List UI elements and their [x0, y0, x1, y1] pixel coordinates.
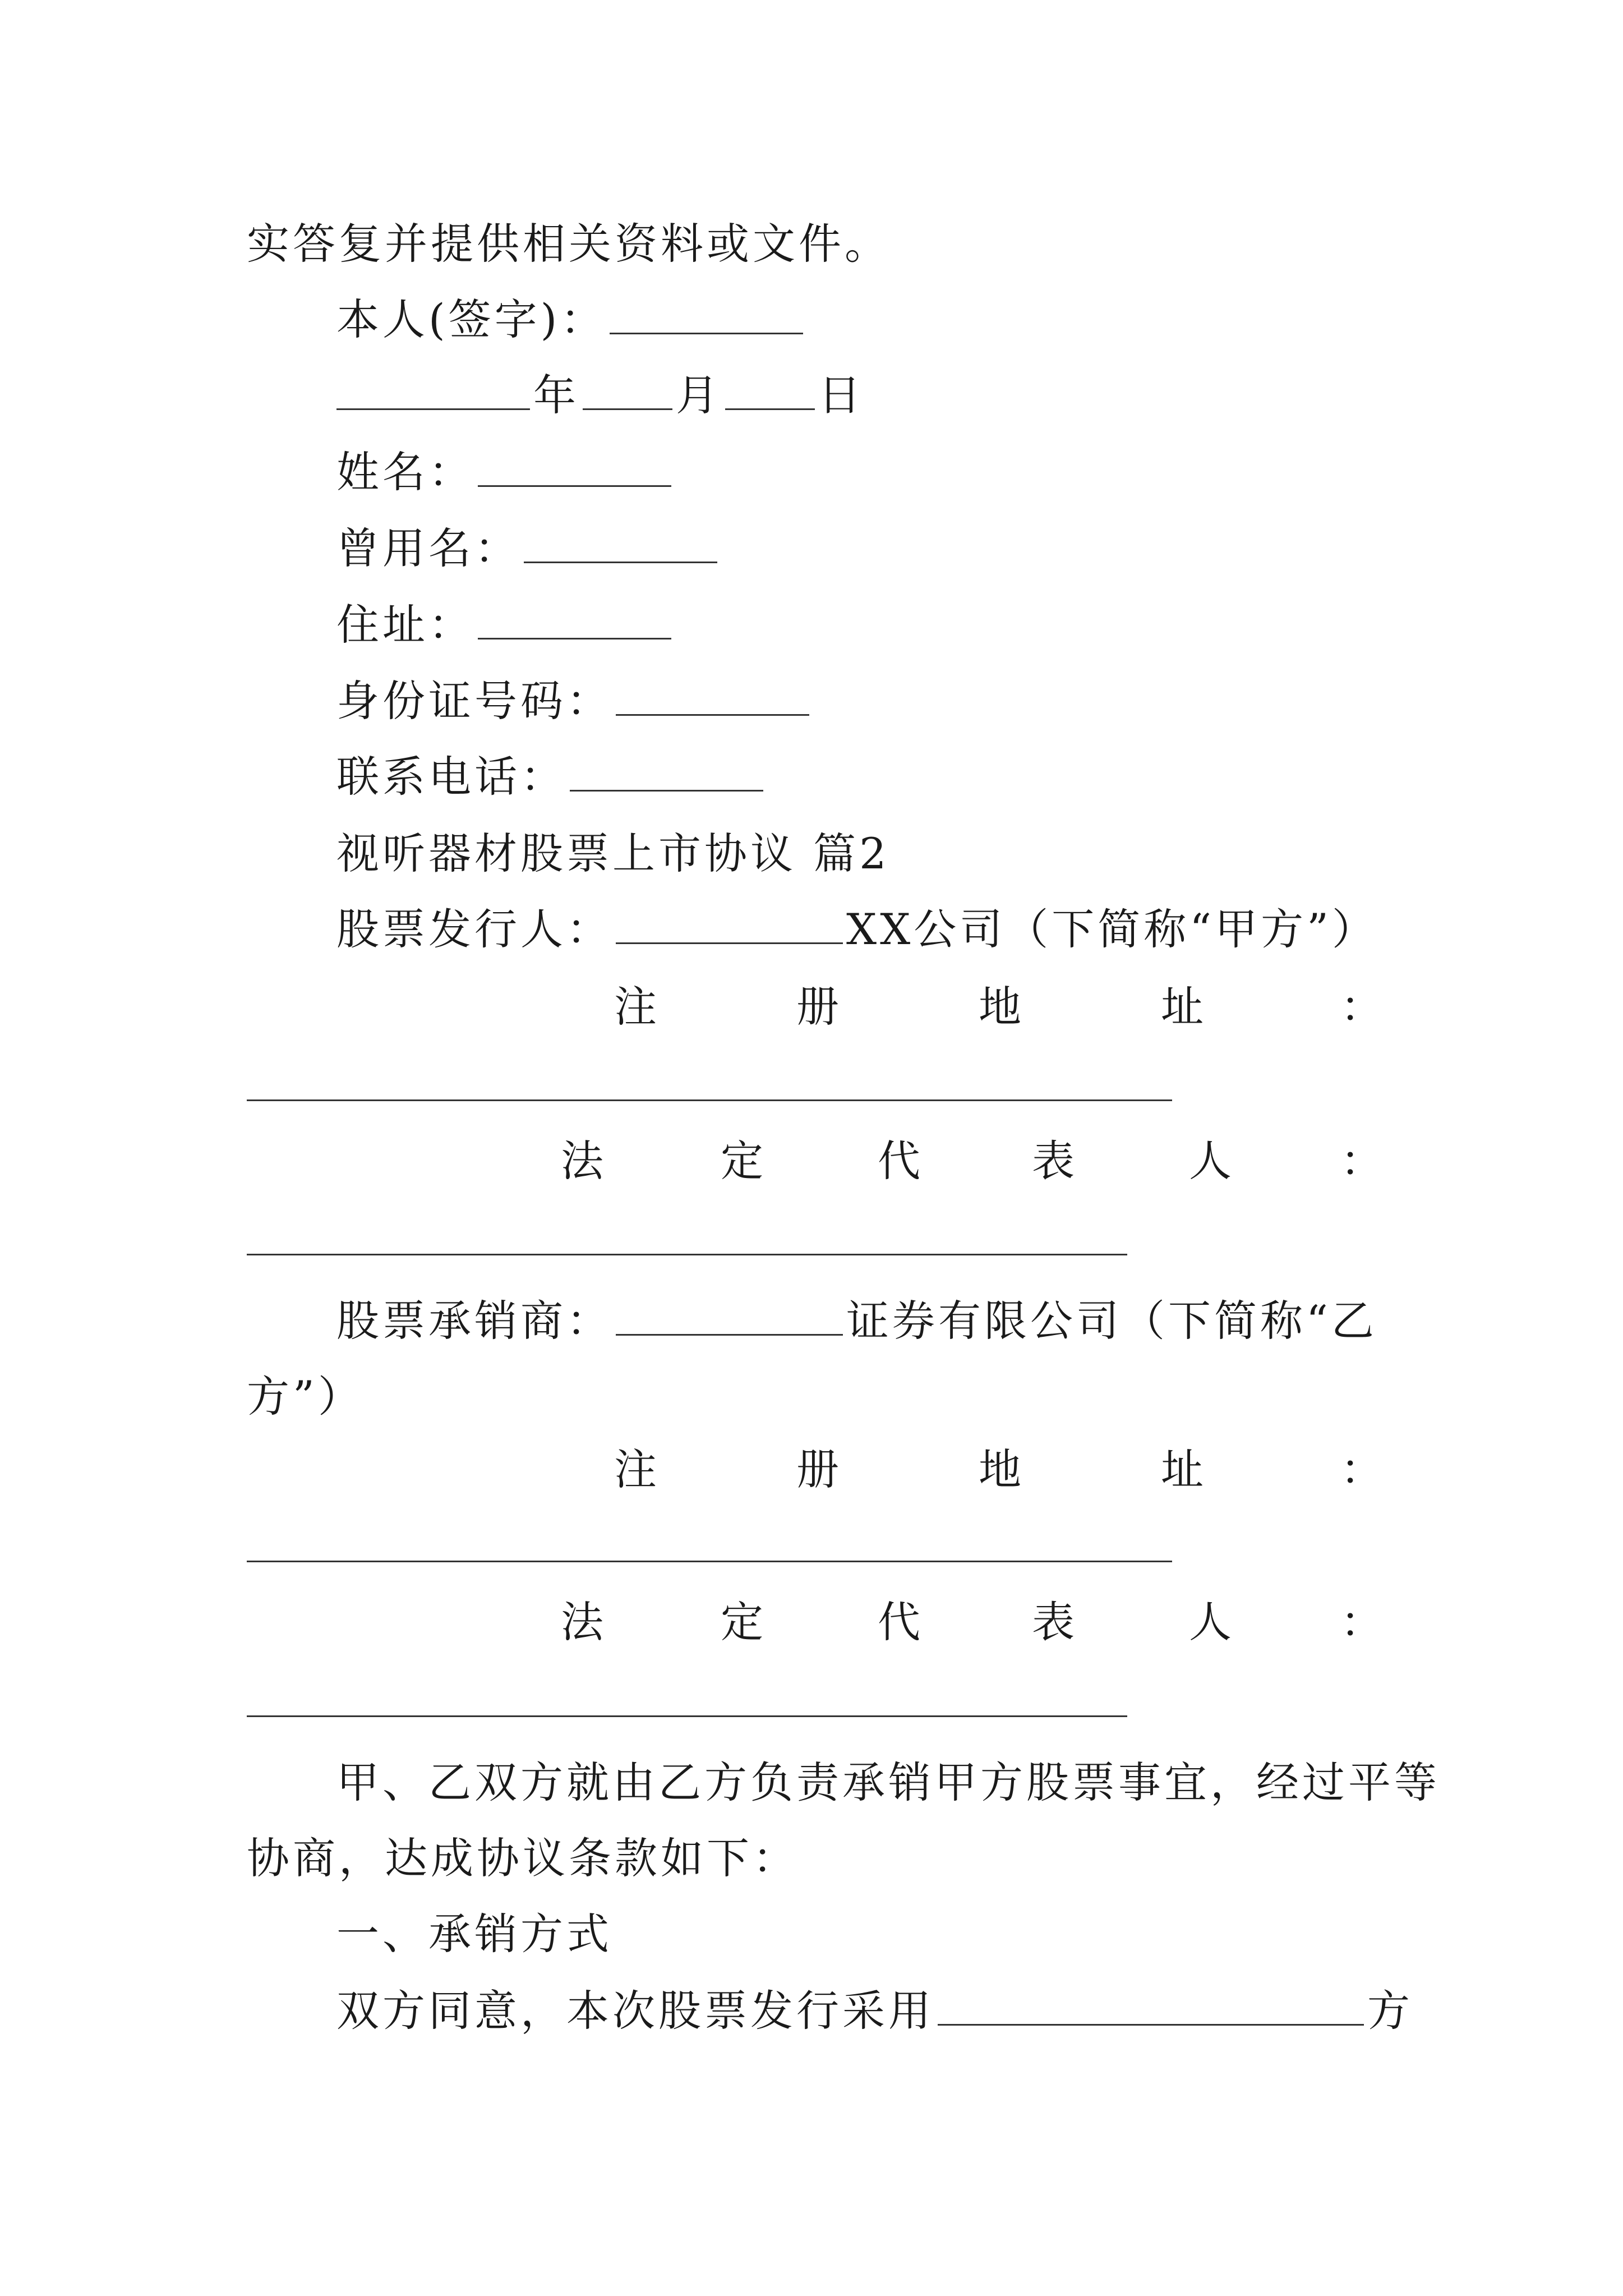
signature-blank	[610, 293, 803, 334]
char: 定	[721, 1136, 763, 1186]
char: ：	[1340, 982, 1383, 1032]
former-name-line	[336, 521, 721, 577]
clause-paragraph-end: 方	[1367, 1986, 1413, 2036]
underwriter-line	[336, 1293, 1377, 1349]
underwriter-suffix-cont: 方”）	[247, 1372, 364, 1421]
underwriter-legal-rep-label	[0, 1594, 1623, 1650]
year-blank	[336, 369, 530, 410]
char: 人	[1189, 1136, 1232, 1186]
underwriter-blank	[616, 1295, 843, 1336]
char: 表	[1032, 1136, 1075, 1186]
char: 地	[979, 982, 1021, 1032]
name-blank	[478, 446, 671, 487]
phone-line	[336, 749, 767, 805]
char: 表	[1032, 1597, 1075, 1647]
agreement-paragraph-line2: 协商，达成协议条款如下：	[247, 1833, 799, 1883]
month-blank	[583, 369, 672, 410]
char: 址	[1161, 982, 1204, 1032]
char: 册	[796, 982, 839, 1032]
id-number-label: 身份证号码：	[336, 676, 612, 726]
agreement-paragraph-line1: 甲、乙双方就由乙方负责承销甲方股票事宜，经过平等	[336, 1757, 1440, 1807]
date-line	[336, 367, 864, 424]
year-label: 年	[533, 370, 579, 420]
char: 册	[796, 1444, 839, 1494]
id-number-blank	[616, 675, 809, 716]
day-blank	[725, 369, 815, 410]
issuer-label: 股票发行人：	[336, 904, 612, 954]
char: 法	[561, 1597, 603, 1647]
signature-line	[336, 292, 806, 348]
underwriter-suffix: 证券有限公司（下简称“乙	[846, 1296, 1377, 1346]
issuer-registered-address-label	[0, 979, 1623, 1035]
underwriter-registered-address-blank	[247, 1561, 1172, 1562]
issuer-registered-address-blank	[247, 1099, 1172, 1101]
char: 注	[614, 982, 657, 1032]
phone-label: 联系电话：	[336, 752, 566, 802]
char: ：	[1340, 1444, 1383, 1494]
clause-heading: 一、承销方式	[336, 1909, 612, 1959]
id-number-line	[336, 673, 813, 729]
former-name-label: 曾用名：	[336, 523, 520, 573]
paragraph-continuation: 实答复并提供相关资料或文件。	[247, 219, 891, 269]
underwriter-registered-address-label	[0, 1442, 1623, 1498]
clause-paragraph-text: 双方同意，本次股票发行采用	[336, 1986, 934, 2036]
address-line	[336, 597, 675, 653]
issuer-suffix: XX公司（下简称“甲方”）	[846, 904, 1378, 954]
day-label: 日	[818, 370, 864, 420]
char: 法	[561, 1136, 603, 1186]
address-label: 住址：	[336, 600, 474, 650]
former-name-blank	[524, 522, 717, 563]
char: 代	[878, 1597, 920, 1647]
name-line	[336, 444, 675, 500]
issuance-method-blank	[938, 1985, 1364, 2026]
issuer-line	[336, 901, 1378, 958]
char: 人	[1189, 1597, 1232, 1647]
issuer-legal-rep-blank	[247, 1254, 1127, 1255]
signature-label: 本人(签字)：	[336, 295, 607, 344]
phone-blank	[570, 751, 763, 792]
char: 址	[1161, 1444, 1204, 1494]
month-label: 月	[676, 370, 722, 420]
char: ：	[1340, 1136, 1383, 1186]
clause-paragraph	[336, 1983, 1413, 2039]
name-label: 姓名：	[336, 447, 474, 497]
underwriter-legal-rep-blank	[247, 1715, 1127, 1717]
address-blank	[478, 599, 671, 639]
underwriter-label: 股票承销商：	[336, 1296, 612, 1346]
issuer-legal-rep-label	[0, 1133, 1623, 1189]
char: 注	[614, 1444, 657, 1494]
char: 定	[721, 1597, 763, 1647]
issuer-blank	[616, 903, 843, 944]
section-title: 视听器材股票上市协议 篇2	[336, 829, 890, 878]
char: ：	[1340, 1597, 1383, 1647]
char: 地	[979, 1444, 1021, 1494]
char: 代	[878, 1136, 920, 1186]
